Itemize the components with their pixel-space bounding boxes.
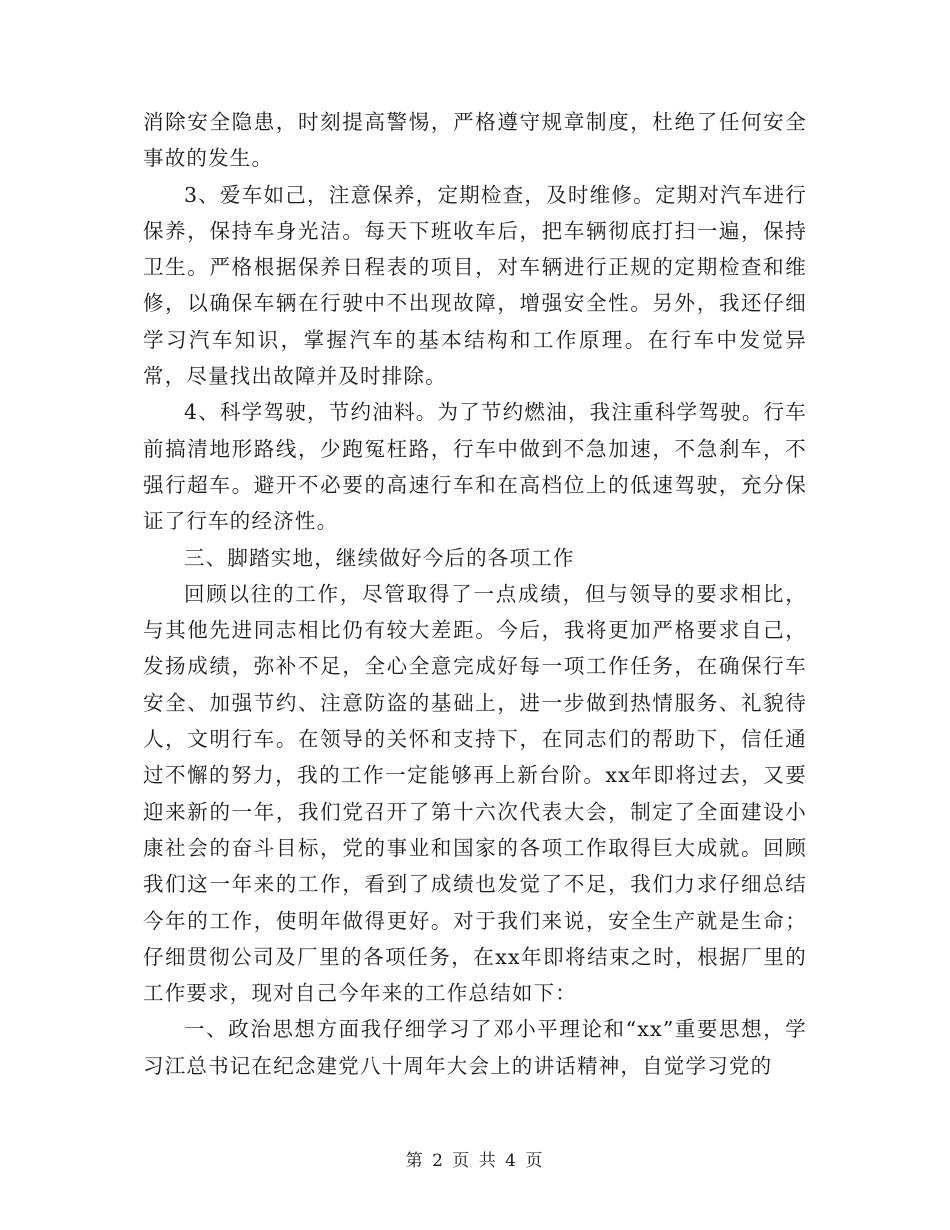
- page-footer: 第 2 页 共 4 页: [405, 1151, 545, 1171]
- paragraph-political: 一、政治思想方面我仔细学习了邓小平理论和“xx”重要思想，学习江总书记在纪念建党八十周年大会上的讲话精神，自觉学习党的: [143, 1017, 807, 1078]
- paragraph-item-4: 4、科学驾驶，节约油料。为了节约燃油，我注重科学驾驶。行车前搞清地形路线，少跑冤枉路，行车中做到不急加速，不急刹车，不强行超车。避开不必要的高速行车和在高档位上的低速驾驶，充分保证了行车的经济性。: [143, 400, 807, 534]
- section-heading-3: 三、脚踏实地，继续做好今后的各项工作: [184, 545, 575, 570]
- document-body: [143, 104, 807, 1084]
- paragraph-review: 回顾以往的工作，尽管取得了一点成绩，但与领导的要求相比，与其他先进同志相比仍有较大差距。今后，我将更加严格要求自己，发扬成绩，弥补不足，全心全意完成好每一项工作任务，在确保行车安全、加强节约、注意防盗的基础上，进一步做到热情服务、礼貌待人，文明行车。在领导的关怀和支持下，在同志们的帮助下，信任通过不懈的努力，我的工作一定能够再上新台阶。xx年即将过去，又要迎来新的一年，我们党召开了第十六次代表大会，制定了全面建设小康社会的奋斗目标，党的事业和国家的各项工作取得巨大成就。回顾我们这一年来的工作，看到了成绩也发觉了不足，我们力求仔细总结今年的工作，使明年做得更好。对于我们来说，安全生产就是生命；仔细贯彻公司及厂里的各项任务，在xx年即将结束之时，根据厂里的工作要求，现对自己今年来的工作总结如下：: [143, 581, 807, 1006]
- paragraph-item-3: 3、爱车如己，注意保养，定期检查，及时维修。定期对汽车进行保养，保持车身光洁。每天下班收车后，把车辆彻底打扫一遍，保持卫生。严格根据保养日程表的项目，对车辆进行正规的定期检查和维修，以确保车辆在行驶中不出现故障，增强安全性。另外，我还仔细学习汽车知识，掌握汽车的基本结构和工作原理。在行车中发觉异常，尽量找出故障并及时排除。: [143, 182, 807, 389]
- paragraph-continuation: 消除安全隐患，时刻提高警惕，严格遵守规章制度，杜绝了任何安全事故的发生。: [143, 110, 807, 171]
